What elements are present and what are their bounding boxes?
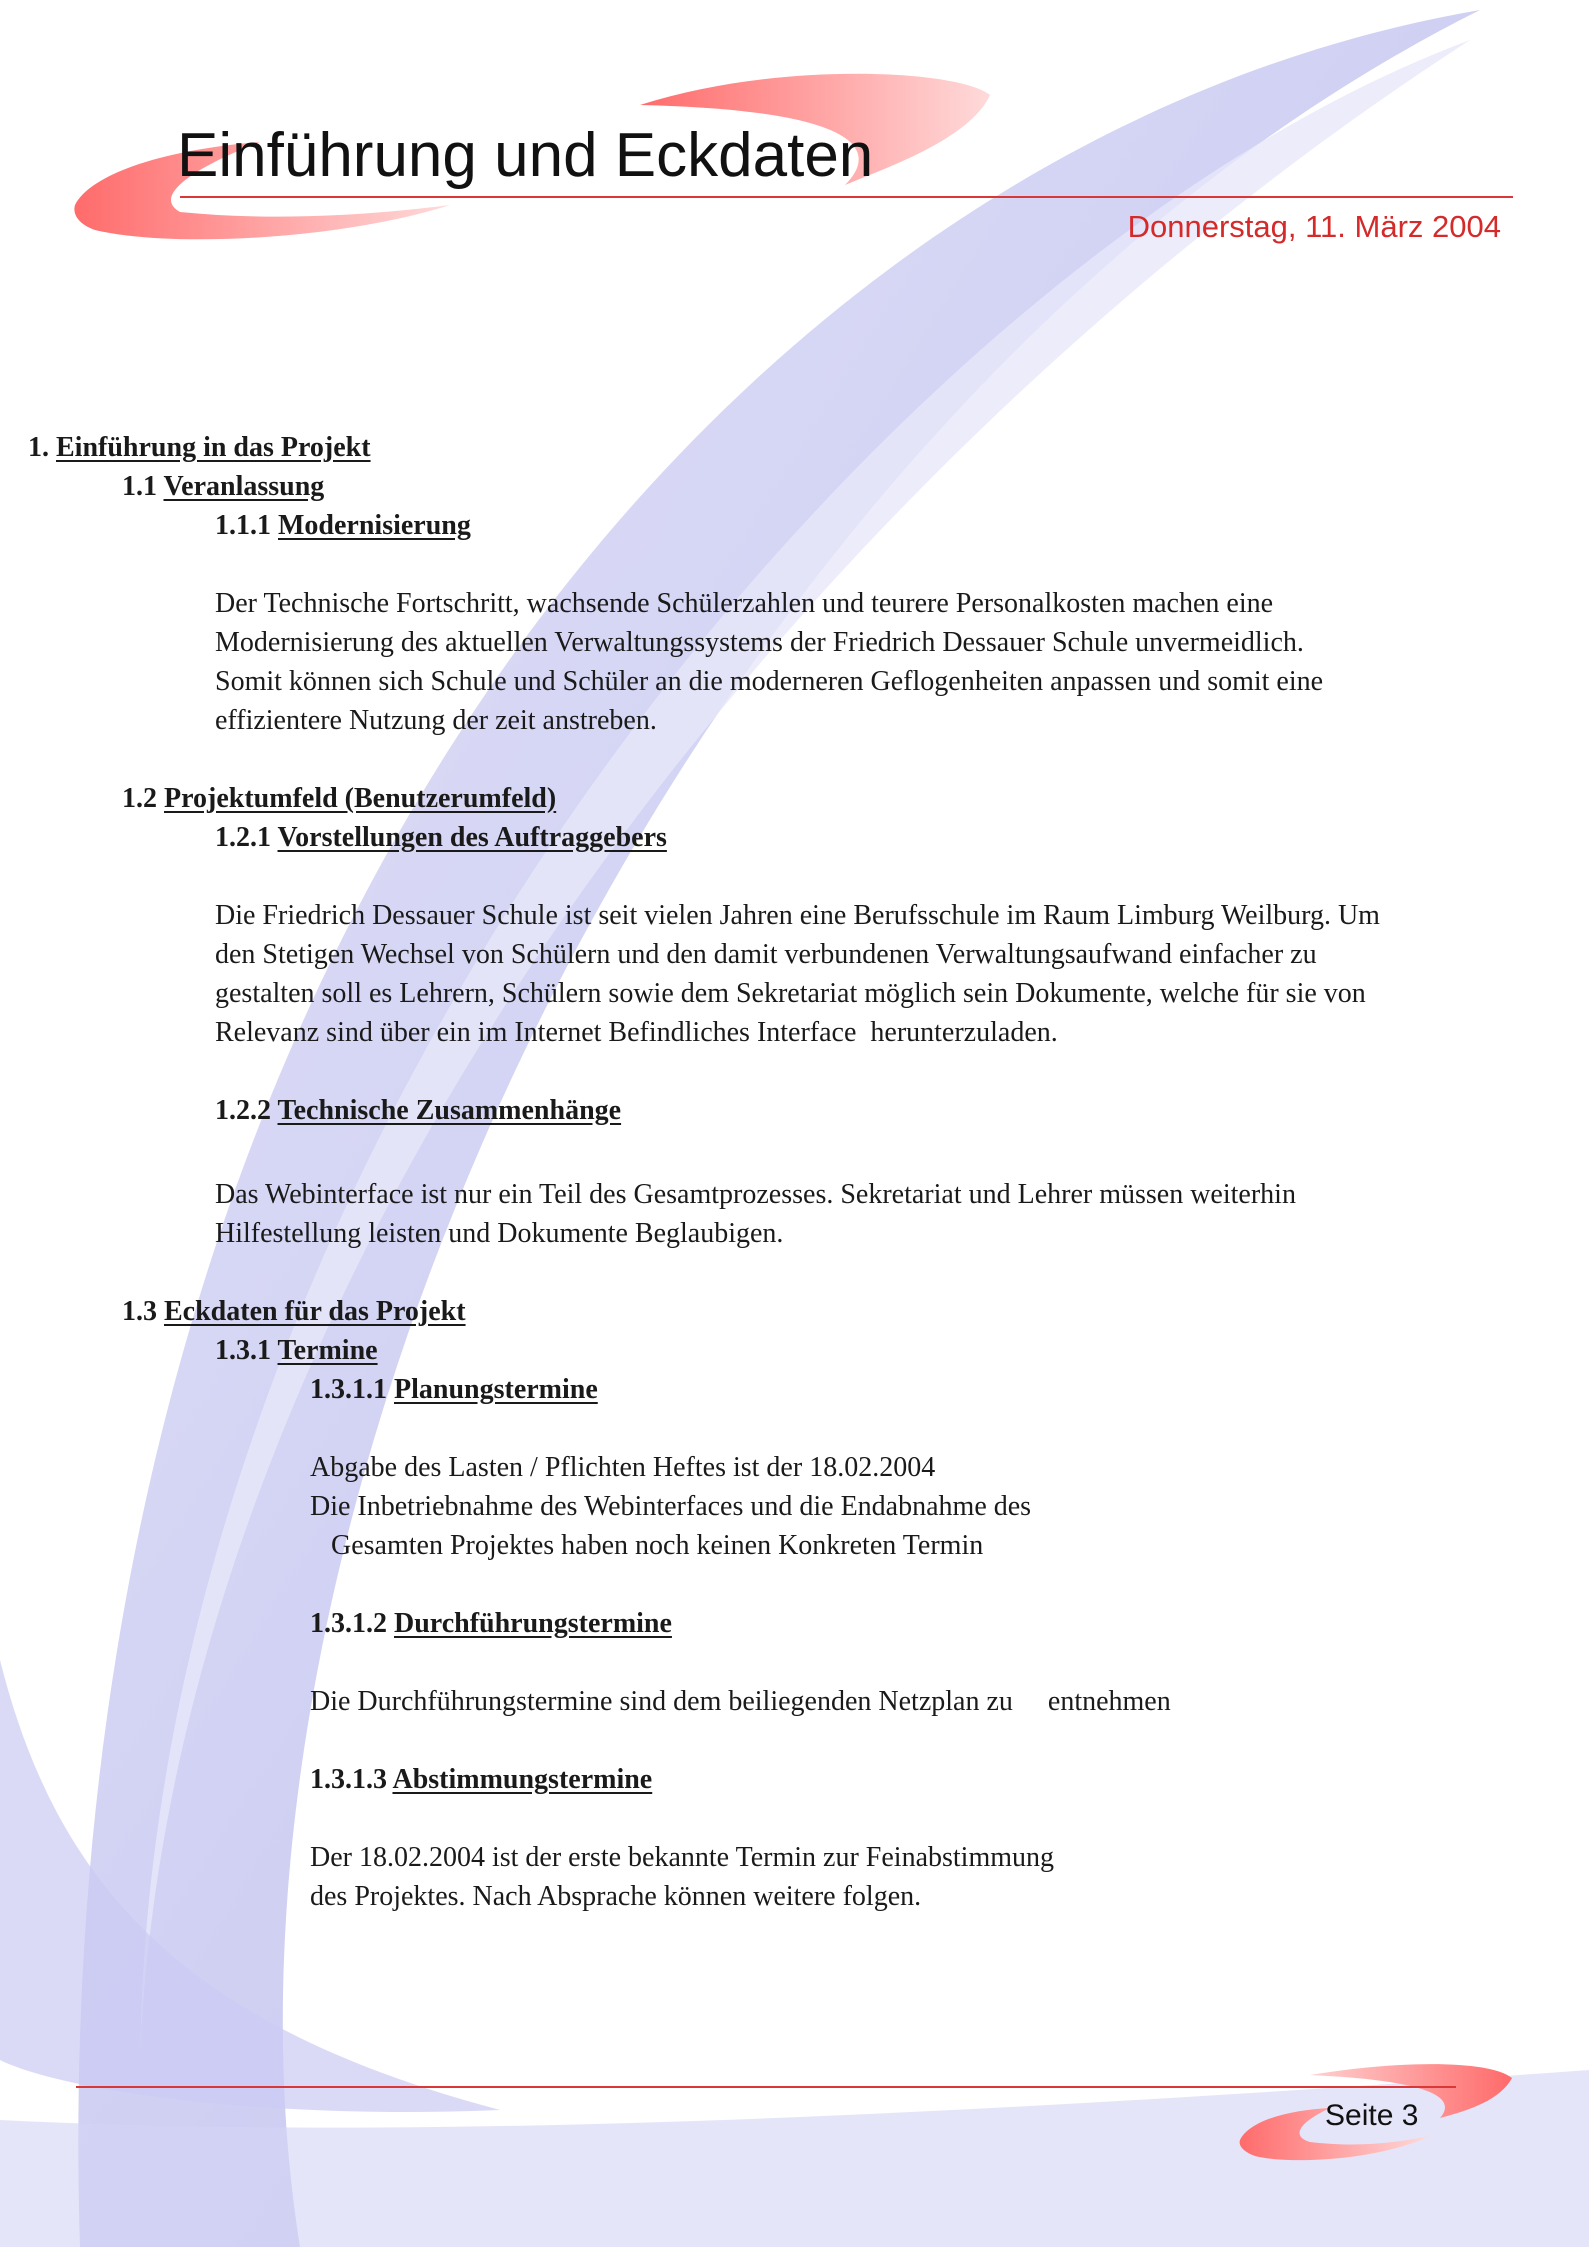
heading-title: Projektumfeld (Benutzerumfeld)	[164, 783, 557, 814]
heading-1-3-1	[0, 1331, 1589, 1370]
heading-title: Modernisierung	[278, 510, 471, 541]
document-body	[0, 428, 1589, 1916]
heading-number: 1.3.1.2	[310, 1608, 387, 1639]
heading-1-2	[0, 779, 1589, 818]
paragraph-abstimmungstermine	[0, 1838, 1589, 1916]
text-line: gestalten soll es Lehrern, Schülern sowie dem Sekretariat möglich sein Dokumente, welche für sie von	[215, 978, 1366, 1009]
heading-1-2-2	[0, 1091, 1589, 1130]
header-rule	[180, 196, 1513, 198]
heading-title: Veranlassung	[163, 471, 325, 502]
heading-title: Einführung in das Projekt	[56, 432, 371, 463]
heading-number: 1.3.1.1	[310, 1374, 387, 1405]
text-line: Die Durchführungstermine sind dem beiliegenden Netzplan zu entnehmen	[310, 1686, 1171, 1717]
heading-1-1-1	[0, 506, 1589, 545]
paragraph-planungstermine	[0, 1448, 1589, 1565]
text-line: effizientere Nutzung der zeit anstreben.	[215, 705, 657, 736]
heading-title: Durchführungstermine	[394, 1608, 672, 1639]
heading-1-3	[0, 1292, 1589, 1331]
heading-1-3-1-2	[0, 1604, 1589, 1643]
text-line: des Projektes. Nach Absprache können weitere folgen.	[310, 1881, 922, 1912]
paragraph-durchfuehrungstermine	[0, 1682, 1589, 1721]
heading-number: 1.2.2	[215, 1095, 271, 1126]
heading-title: Technische Zusammenhänge	[277, 1095, 622, 1126]
heading-title: Eckdaten für das Projekt	[164, 1296, 466, 1327]
heading-title: Termine	[277, 1335, 378, 1366]
text-line: Hilfestellung leisten und Dokumente Beglaubigen.	[215, 1218, 784, 1249]
text-line: Somit können sich Schule und Schüler an die moderneren Geflogenheiten anpassen und somit eine	[215, 666, 1324, 697]
text-line: Das Webinterface ist nur ein Teil des Gesamtprozesses. Sekretariat und Lehrer müssen weiterhin	[215, 1179, 1296, 1210]
text-line: Modernisierung des aktuellen Verwaltungssystems der Friedrich Dessauer Schule unvermeidlich.	[215, 627, 1304, 658]
heading-1-3-1-1	[0, 1370, 1589, 1409]
page-number: Seite 3	[1325, 2099, 1419, 2132]
heading-1-1	[0, 467, 1589, 506]
text-line: Relevanz sind über ein im Internet Befindliches Interface herunterzuladen.	[215, 1017, 1058, 1048]
paragraph-modernisierung	[0, 584, 1589, 740]
paragraph-auftraggeber	[0, 896, 1589, 1052]
text-line: Der Technische Fortschritt, wachsende Schülerzahlen und teurere Personalkosten machen eine	[215, 588, 1274, 619]
text-line: Gesamten Projektes haben noch keinen Konkreten Termin	[310, 1530, 984, 1561]
heading-title: Abstimmungstermine	[392, 1764, 653, 1795]
footer-rule	[76, 2086, 1456, 2088]
heading-number: 1.	[28, 432, 49, 463]
document-date: Donnerstag, 11. März 2004	[1127, 209, 1501, 244]
text-line: Abgabe des Lasten / Pflichten Heftes ist der 18.02.2004	[310, 1452, 936, 1483]
text-line: den Stetigen Wechsel von Schülern und den damit verbundenen Verwaltungsaufwand einfacher zu	[215, 939, 1317, 970]
heading-number: 1.3	[122, 1296, 157, 1327]
heading-number: 1.1	[122, 471, 157, 502]
heading-number: 1.3.1	[215, 1335, 271, 1366]
text-line: Die Friedrich Dessauer Schule ist seit vielen Jahren eine Berufsschule im Raum Limburg Weilburg. Um	[215, 900, 1380, 931]
paragraph-technik	[0, 1175, 1589, 1253]
text-line: Die Inbetriebnahme des Webinterfaces und die Endabnahme des	[310, 1491, 1032, 1522]
heading-number: 1.2.1	[215, 822, 271, 853]
document-title: Einführung und Eckdaten	[177, 121, 874, 190]
heading-number: 1.3.1.3	[310, 1764, 387, 1795]
heading-number: 1.1.1	[215, 510, 271, 541]
text-line: Der 18.02.2004 ist der erste bekannte Termin zur Feinabstimmung	[310, 1842, 1055, 1873]
heading-1-3-1-3	[0, 1760, 1589, 1799]
heading-title: Vorstellungen des Auftraggebers	[277, 822, 667, 853]
heading-1-2-1	[0, 818, 1589, 857]
heading-1	[0, 428, 1589, 467]
heading-number: 1.2	[122, 783, 157, 814]
heading-title: Planungstermine	[394, 1374, 598, 1405]
